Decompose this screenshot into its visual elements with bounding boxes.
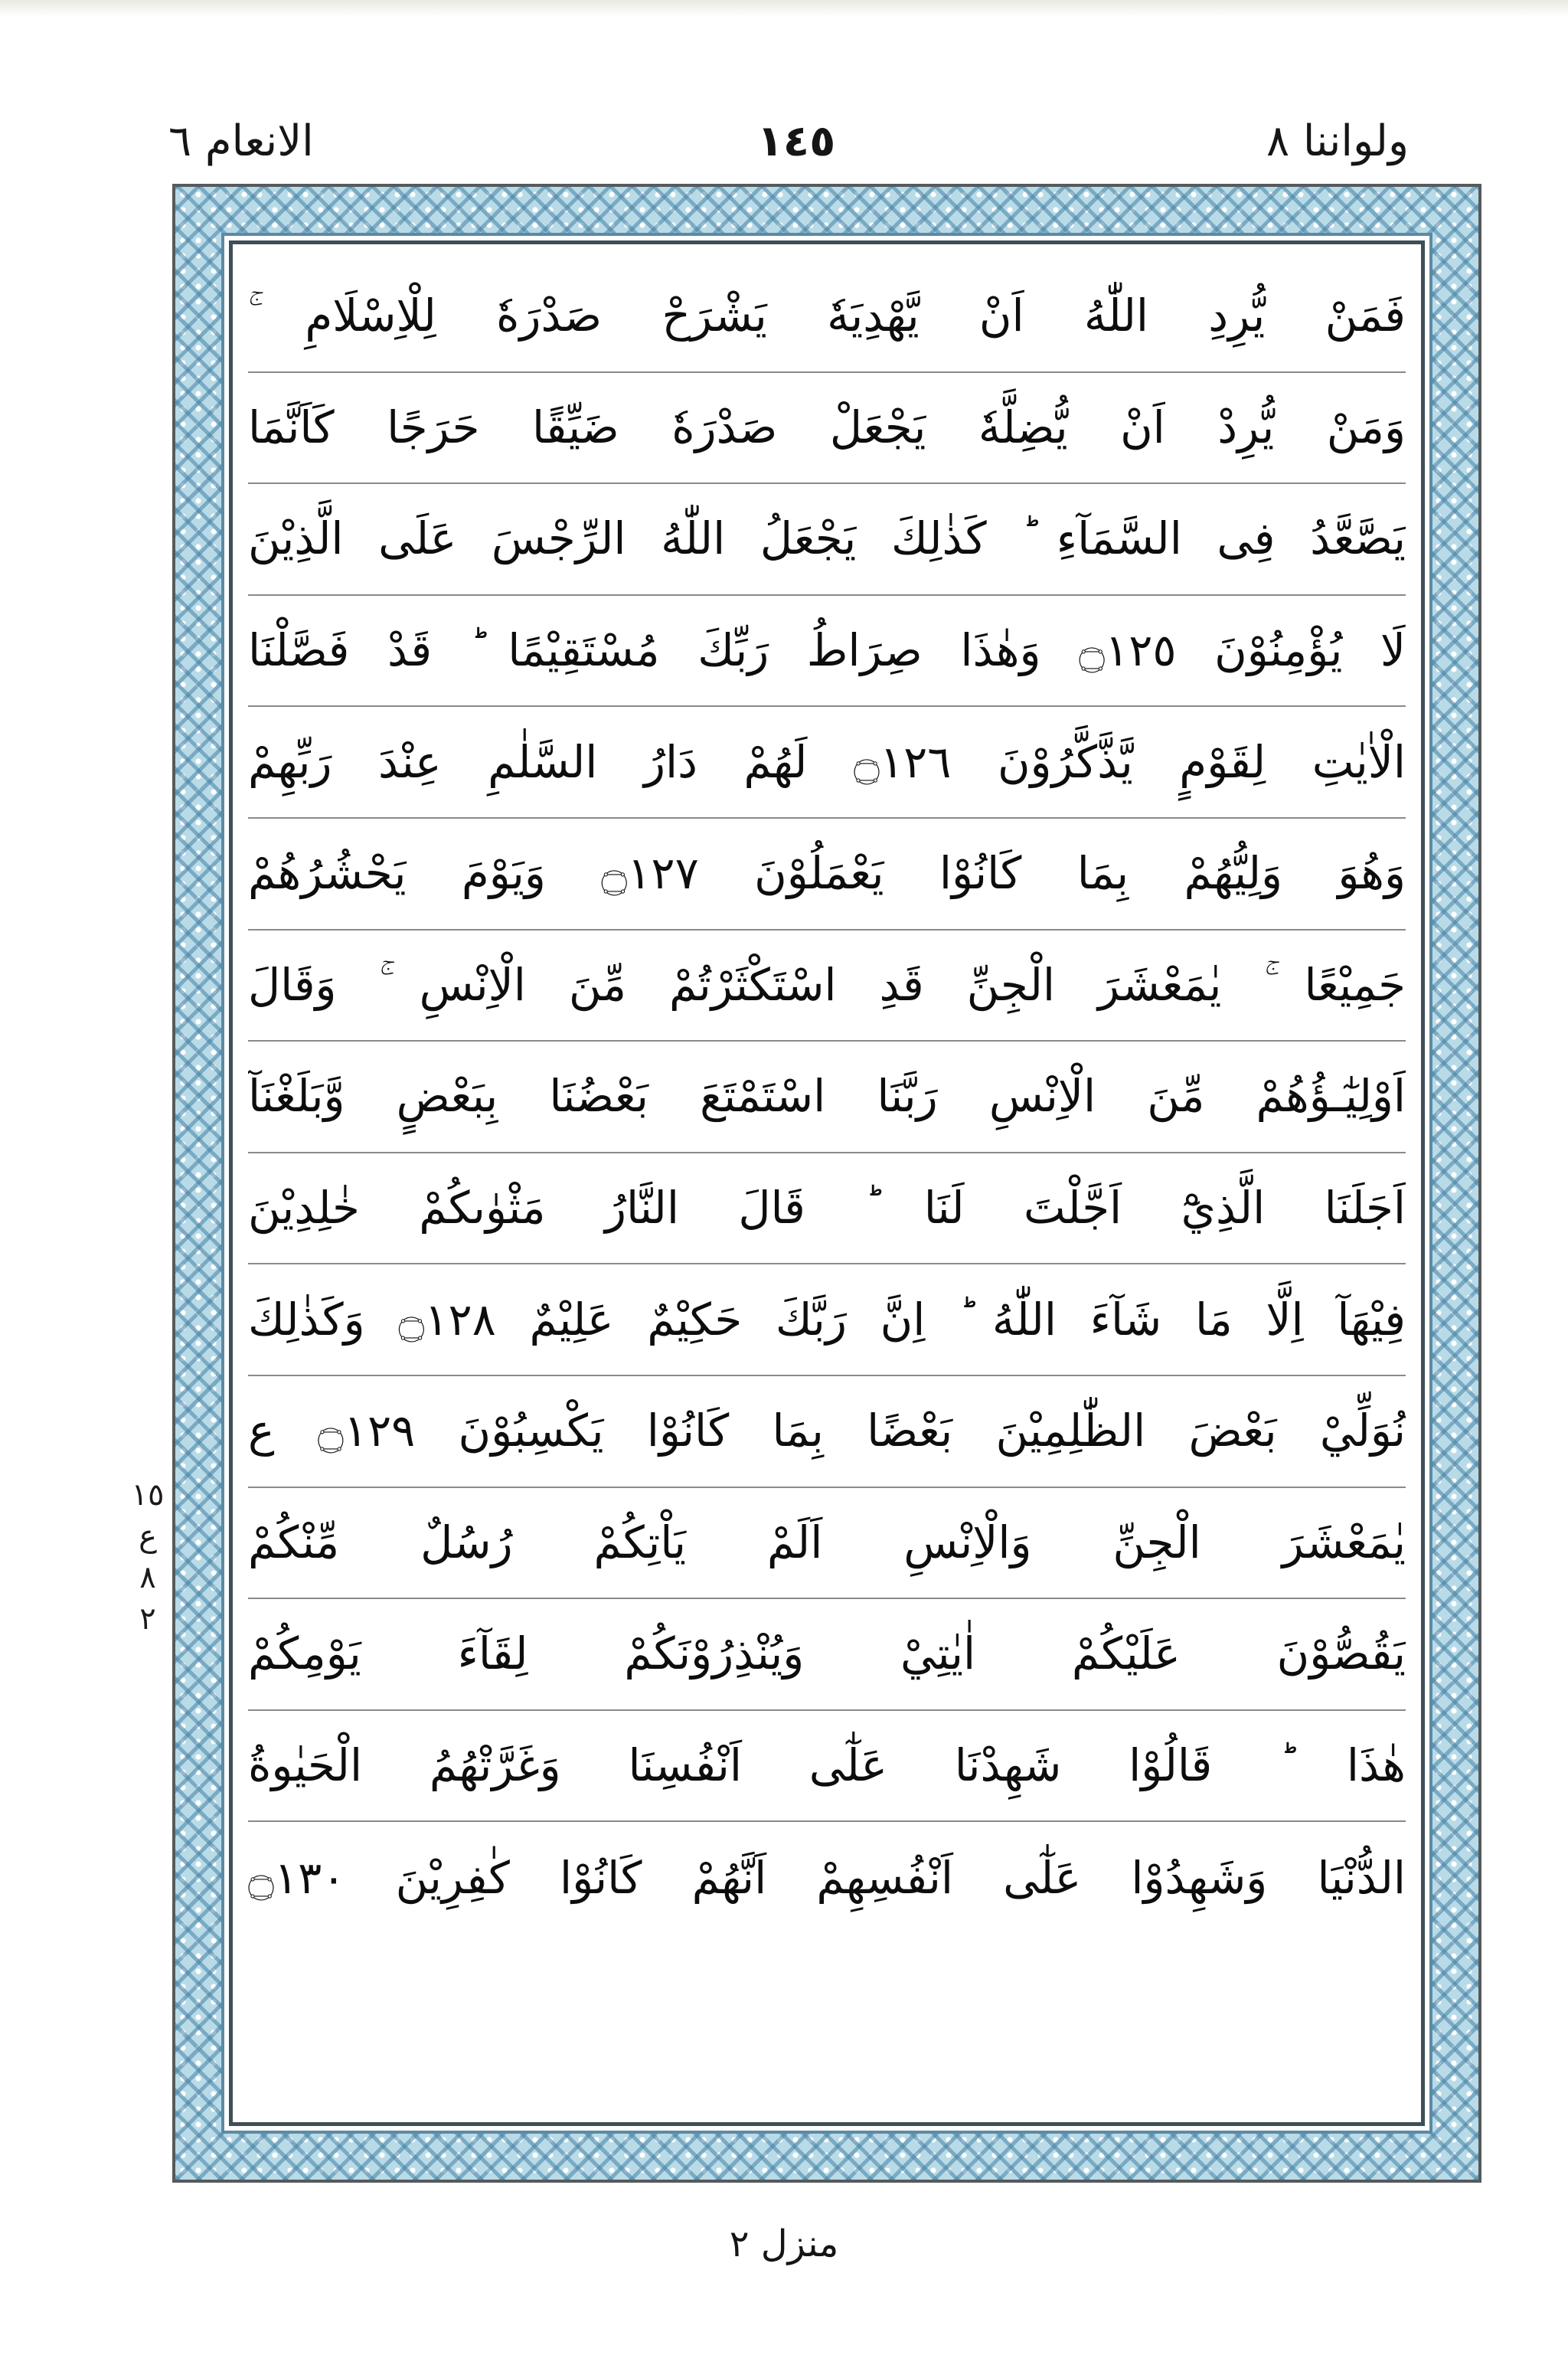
verse-text: يَقُصُّوْنَ عَلَيْكُمْ اٰيٰتِيْ وَيُنْذِرُوْنَكُمْ لِقَآءَ يَوْمِكُمْ <box>248 1627 1406 1680</box>
page-number: ١٤٥ <box>756 116 836 166</box>
verse-line <box>248 261 1406 373</box>
ruku-margin-marker <box>129 1474 167 1650</box>
verse-line <box>248 1488 1406 1600</box>
verse-text: لَا يُؤْمِنُوْنَ ۝١٢٥ وَهٰذَا صِرَاطُ رَبِّكَ مُسْتَقِيْمًا ؕ قَدْ فَصَّلْنَا <box>248 624 1406 677</box>
page-header <box>168 100 1424 184</box>
verse-text: وَهُوَ وَلِيُّهُمْ بِمَا كَانُوْا يَعْمَلُوْنَ ۝١٢٧ وَيَوْمَ يَحْشُرُهُمْ <box>248 847 1406 900</box>
verse-text: فَمَنْ يُّرِدِ اللّٰهُ اَنْ يَّهْدِيَهٗ يَشْرَحْ صَدْرَهٗ لِلْاِسْلَامِ ۚ <box>248 289 1406 342</box>
manzil-footer: منزل ٢ <box>729 2223 839 2265</box>
verse-line <box>248 1042 1406 1153</box>
text-frame <box>229 240 1425 2126</box>
verse-line <box>248 1376 1406 1488</box>
page-top-band <box>0 0 1568 17</box>
verse-line <box>248 1822 1406 1934</box>
verse-text: اَوْلِيٰٓـؤُهُمْ مِّنَ الْاِنْسِ رَبَّنَا اسْتَمْتَعَ بَعْضُنَا بِبَعْضٍ وَّبَلَغْنَآ <box>248 1070 1406 1123</box>
verse-text: نُوَلِّيْ بَعْضَ الظّٰلِمِيْنَ بَعْضًا بِمَا كَانُوْا يَكْسِبُوْنَ ۝١٢٩ ع <box>248 1405 1406 1457</box>
verse-line <box>248 484 1406 596</box>
verse-text: الْاٰيٰتِ لِقَوْمٍ يَّذَّكَّرُوْنَ ۝١٢٦ لَهُمْ دَارُ السَّلٰمِ عِنْدَ رَبِّهِمْ <box>248 735 1406 788</box>
verse-line <box>248 1264 1406 1376</box>
ruku-in-juz: ٢ <box>139 1601 156 1637</box>
verse-line <box>248 819 1406 931</box>
verse-text: هٰذَا ؕ قَالُوْا شَهِدْنَا عَلٰٓى اَنْفُسِنَا وَغَرَّتْهُمُ الْحَيٰوةُ <box>248 1739 1406 1792</box>
verse-line <box>248 596 1406 708</box>
verse-text: اَجَلَنَا الَّذِيْٓ اَجَّلْتَ لَنَا ؕ قَالَ النَّارُ مَثْوٰىكُمْ خٰلِدِيْنَ <box>248 1182 1406 1235</box>
verse-lines <box>248 261 1406 2105</box>
ruku-sign: ع <box>139 1519 157 1554</box>
verse-text: يٰمَعْشَرَ الْجِنِّ وَالْاِنْسِ اَلَمْ يَاْتِكُمْ رُسُلٌ مِّنْكُمْ <box>248 1516 1406 1568</box>
verse-line <box>248 707 1406 819</box>
verse-text: جَمِيْعًا ۚ يٰمَعْشَرَ الْجِنِّ قَدِ اسْتَكْثَرْتُمْ مِّنَ الْاِنْسِ ۚ وَقَالَ <box>248 958 1406 1011</box>
verse-text: الدُّنْيَا وَشَهِدُوْا عَلٰٓى اَنْفُسِهِمْ اَنَّهُمْ كَانُوْا كٰفِرِيْنَ ۝١٣٠ <box>248 1851 1406 1904</box>
surah-label: الانعام ٦ <box>168 116 314 166</box>
verse-text: يَصَّعَّدُ فِى السَّمَآءِ ؕ كَذٰلِكَ يَجْعَلُ اللّٰهُ الرِّجْسَ عَلَى الَّذِيْنَ <box>248 512 1406 565</box>
juz-label: ولواننا ٨ <box>1266 116 1409 166</box>
verse-line <box>248 931 1406 1042</box>
verse-line <box>248 1711 1406 1823</box>
verse-line <box>248 373 1406 485</box>
verse-line <box>248 1599 1406 1711</box>
verse-text: وَمَنْ يُّرِدْ اَنْ يُّضِلَّهٗ يَجْعَلْ صَدْرَهٗ ضَيِّقًا حَرَجًا كَاَنَّمَا <box>248 401 1406 453</box>
ornamental-border <box>172 184 1481 2183</box>
verse-line <box>248 1153 1406 1265</box>
ruku-in-surah: ١٥ <box>131 1477 165 1513</box>
ruku-verse-count: ٨ <box>139 1560 156 1595</box>
verse-text: فِيْهَآ اِلَّا مَا شَآءَ اللّٰهُ ؕ اِنَّ رَبَّكَ حَكِيْمٌ عَلِيْمٌ ۝١٢٨ وَكَذٰلِكَ <box>248 1293 1406 1346</box>
